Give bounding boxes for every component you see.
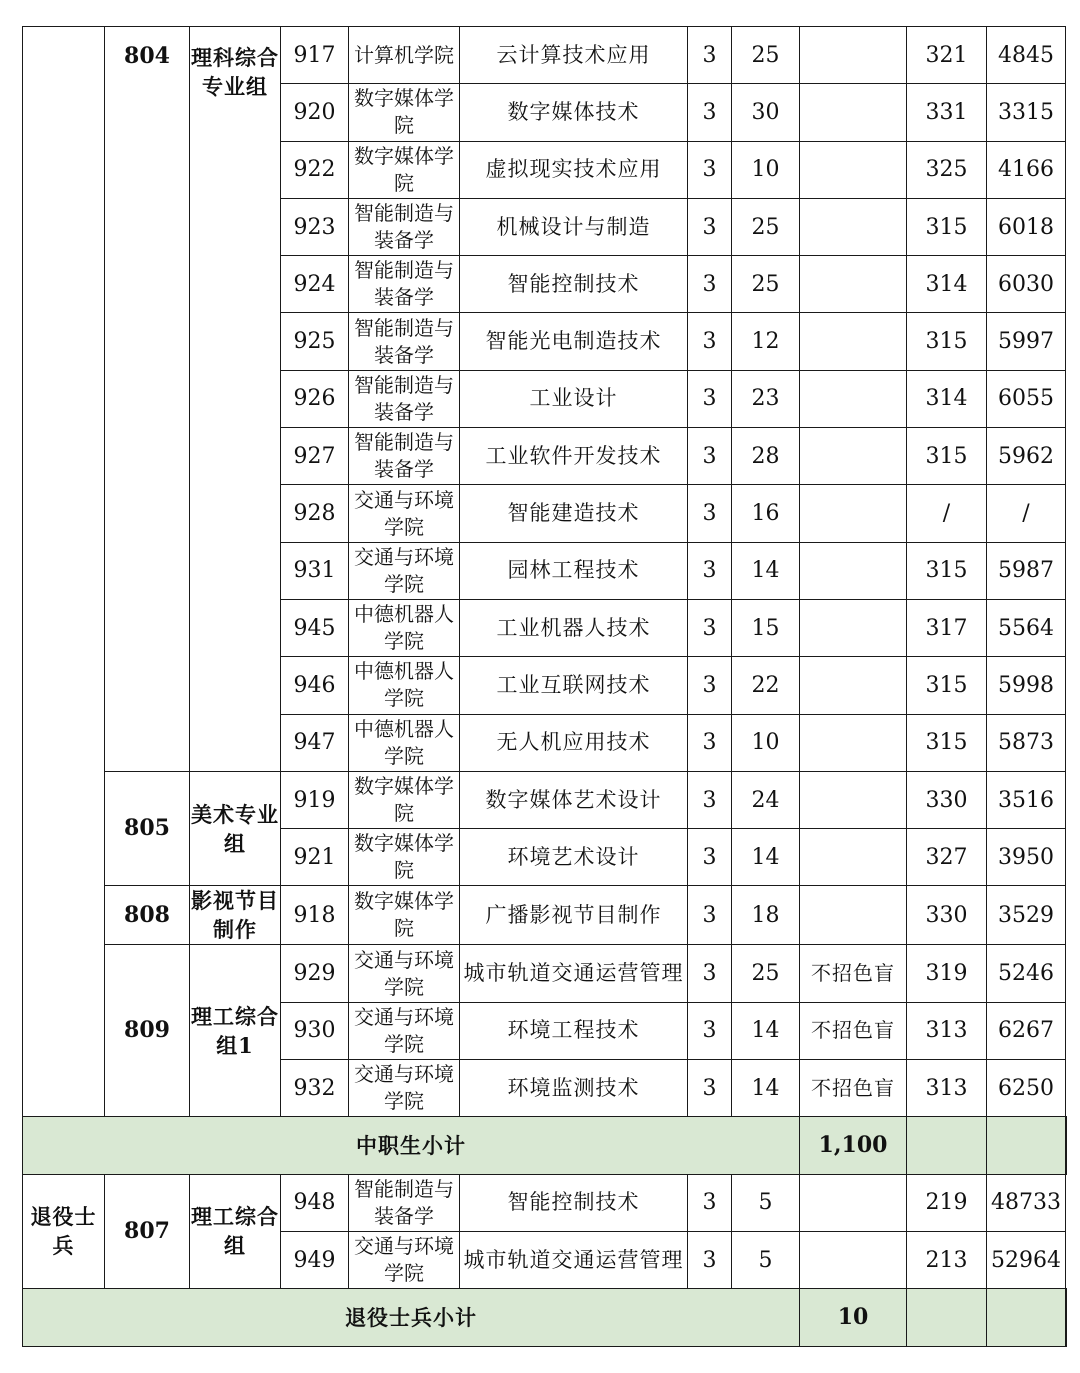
score-cell: 325 [907,141,987,198]
score-cell: 315 [907,714,987,771]
table-row [23,27,1067,84]
group-code-cell: 804 [105,27,190,772]
rank-cell: 6267 [987,1002,1066,1059]
score-cell: 327 [907,829,987,886]
major-code-cell: 925 [281,313,349,370]
major-code-cell: 926 [281,370,349,427]
plan-cell: 5 [732,1174,800,1231]
years-cell: 3 [688,84,732,141]
department-cell: 智能制造与装备学 [349,256,460,313]
rank-cell: 5987 [987,542,1066,599]
rank-cell: 5997 [987,313,1066,370]
major-code-cell: 923 [281,198,349,255]
years-cell: 3 [688,714,732,771]
years-cell: 3 [688,1174,732,1231]
score-cell: 330 [907,771,987,828]
major-code-cell: 948 [281,1174,349,1231]
major-code-cell: 921 [281,829,349,886]
plan-cell: 14 [732,1002,800,1059]
rank-cell: 3315 [987,84,1066,141]
plan-cell: 14 [732,1060,800,1117]
plan-cell: 22 [732,657,800,714]
score-cell: 319 [907,945,987,1002]
score-cell: 330 [907,886,987,945]
major-name-cell: 环境监测技术 [460,1060,688,1117]
department-cell: 交通与环境学院 [349,542,460,599]
major-code-cell: 949 [281,1231,349,1288]
note-cell: 不招色盲 [800,945,907,1002]
major-name-cell: 虚拟现实技术应用 [460,141,688,198]
major-code-cell: 930 [281,1002,349,1059]
table-row [23,886,1067,945]
plan-cell: 15 [732,599,800,656]
note-cell [800,198,907,255]
major-name-cell: 工业设计 [460,370,688,427]
group-name-cell: 美术专业组 [190,771,281,886]
department-cell: 交通与环境学院 [349,1002,460,1059]
years-cell: 3 [688,256,732,313]
note-cell [800,542,907,599]
plan-cell: 16 [732,485,800,542]
table-row [23,771,1067,828]
major-code-cell: 918 [281,886,349,945]
major-name-cell: 机械设计与制造 [460,198,688,255]
subtotal-empty-cell [907,1117,987,1174]
rank-cell: 52964 [987,1231,1066,1288]
note-cell [800,829,907,886]
years-cell: 3 [688,198,732,255]
plan-cell: 14 [732,542,800,599]
years-cell: 3 [688,141,732,198]
subtotal-empty-cell [987,1289,1066,1346]
plan-cell: 28 [732,428,800,485]
group-name-cell: 理工综合组 [190,1174,281,1289]
years-cell: 3 [688,829,732,886]
score-cell: 314 [907,370,987,427]
department-cell: 数字媒体学院 [349,886,460,945]
score-cell: 321 [907,27,987,84]
years-cell: 3 [688,945,732,1002]
score-cell: 213 [907,1231,987,1288]
group-code-cell: 807 [105,1174,190,1289]
note-cell [800,141,907,198]
major-code-cell: 919 [281,771,349,828]
score-cell: 315 [907,313,987,370]
major-name-cell: 无人机应用技术 [460,714,688,771]
score-cell: 313 [907,1002,987,1059]
score-cell: 315 [907,542,987,599]
major-name-cell: 数字媒体艺术设计 [460,771,688,828]
years-cell: 3 [688,771,732,828]
subtotal-empty-cell [907,1289,987,1346]
major-code-cell: 945 [281,599,349,656]
category-cell: 退役士兵 [23,1174,105,1289]
major-name-cell: 数字媒体技术 [460,84,688,141]
subtotal-empty-cell [1066,1117,1067,1174]
years-cell: 3 [688,27,732,84]
years-cell: 3 [688,542,732,599]
years-cell: 3 [688,1002,732,1059]
rank-cell: 6055 [987,370,1066,427]
department-cell: 数字媒体学院 [349,829,460,886]
department-cell: 数字媒体学院 [349,771,460,828]
rank-cell: 48733 [987,1174,1066,1231]
note-cell [800,256,907,313]
plan-cell: 24 [732,771,800,828]
major-code-cell: 917 [281,27,349,84]
score-cell: 317 [907,599,987,656]
group-code-cell: 809 [105,945,190,1117]
years-cell: 3 [688,370,732,427]
plan-cell: 10 [732,141,800,198]
subtotal-label: 中职生小计 [23,1117,800,1174]
major-code-cell: 947 [281,714,349,771]
major-name-cell: 工业互联网技术 [460,657,688,714]
department-cell: 智能制造与装备学 [349,370,460,427]
rank-cell: 5564 [987,599,1066,656]
note-cell [800,428,907,485]
years-cell: 3 [688,313,732,370]
rank-cell: / [987,485,1066,542]
major-name-cell: 智能建造技术 [460,485,688,542]
group-code-cell: 808 [105,886,190,945]
department-cell: 交通与环境学院 [349,1060,460,1117]
department-cell: 智能制造与装备学 [349,1174,460,1231]
rank-cell: 3950 [987,829,1066,886]
department-cell: 中德机器人学院 [349,599,460,656]
plan-cell: 25 [732,198,800,255]
major-name-cell: 环境艺术设计 [460,829,688,886]
department-cell: 计算机学院 [349,27,460,84]
years-cell: 3 [688,599,732,656]
note-cell [800,886,907,945]
major-code-cell: 924 [281,256,349,313]
group-name-cell: 理科综合专业组 [190,27,281,772]
group-name-cell: 理工综合组1 [190,945,281,1117]
subtotal-row [23,1289,1067,1346]
score-cell: 315 [907,198,987,255]
note-cell [800,370,907,427]
major-code-cell: 927 [281,428,349,485]
major-name-cell: 环境工程技术 [460,1002,688,1059]
major-code-cell: 928 [281,485,349,542]
major-name-cell: 工业软件开发技术 [460,428,688,485]
major-name-cell: 广播影视节目制作 [460,886,688,945]
department-cell: 数字媒体学院 [349,141,460,198]
major-code-cell: 922 [281,141,349,198]
category-cell [23,27,105,1117]
subtotal-row [23,1117,1067,1174]
major-code-cell: 931 [281,542,349,599]
subtotal-label: 退役士兵小计 [23,1289,800,1346]
department-cell: 智能制造与装备学 [349,428,460,485]
note-cell [800,599,907,656]
major-name-cell: 智能控制技术 [460,256,688,313]
score-cell: 313 [907,1060,987,1117]
note-cell [800,27,907,84]
major-name-cell: 城市轨道交通运营管理 [460,945,688,1002]
rank-cell: 6250 [987,1060,1066,1117]
plan-cell: 5 [732,1231,800,1288]
rank-cell: 5962 [987,428,1066,485]
years-cell: 3 [688,428,732,485]
table-row [23,945,1067,1002]
note-cell [800,771,907,828]
plan-cell: 18 [732,886,800,945]
note-cell: 不招色盲 [800,1060,907,1117]
years-cell: 3 [688,657,732,714]
note-cell [800,84,907,141]
plan-cell: 23 [732,370,800,427]
plan-cell: 10 [732,714,800,771]
table-row [23,1174,1067,1231]
rank-cell: 4166 [987,141,1066,198]
major-code-cell: 932 [281,1060,349,1117]
rank-cell: 3529 [987,886,1066,945]
score-cell: / [907,485,987,542]
rank-cell: 3516 [987,771,1066,828]
department-cell: 交通与环境学院 [349,485,460,542]
major-name-cell: 城市轨道交通运营管理 [460,1231,688,1288]
note-cell [800,657,907,714]
subtotal-value: 10 [800,1289,907,1346]
rank-cell: 5873 [987,714,1066,771]
plan-cell: 30 [732,84,800,141]
department-cell: 中德机器人学院 [349,657,460,714]
department-cell: 交通与环境学院 [349,945,460,1002]
department-cell: 中德机器人学院 [349,714,460,771]
note-cell [800,485,907,542]
rank-cell: 6030 [987,256,1066,313]
subtotal-empty-cell [1066,1289,1067,1346]
score-cell: 314 [907,256,987,313]
years-cell: 3 [688,1231,732,1288]
enrollment-table [22,26,1067,1347]
score-cell: 331 [907,84,987,141]
years-cell: 3 [688,886,732,945]
rank-cell: 5246 [987,945,1066,1002]
major-name-cell: 园林工程技术 [460,542,688,599]
note-cell [800,1174,907,1231]
rank-cell: 5998 [987,657,1066,714]
rank-cell: 4845 [987,27,1066,84]
subtotal-value: 1,100 [800,1117,907,1174]
major-name-cell: 智能光电制造技术 [460,313,688,370]
subtotal-empty-cell [987,1117,1066,1174]
department-cell: 智能制造与装备学 [349,198,460,255]
note-cell [800,313,907,370]
plan-cell: 25 [732,256,800,313]
major-name-cell: 云计算技术应用 [460,27,688,84]
score-cell: 219 [907,1174,987,1231]
score-cell: 315 [907,657,987,714]
department-cell: 交通与环境学院 [349,1231,460,1288]
years-cell: 3 [688,485,732,542]
note-cell [800,714,907,771]
plan-cell: 12 [732,313,800,370]
note-cell: 不招色盲 [800,1002,907,1059]
major-name-cell: 工业机器人技术 [460,599,688,656]
group-name-cell: 影视节目制作 [190,886,281,945]
plan-cell: 25 [732,27,800,84]
major-name-cell: 智能控制技术 [460,1174,688,1231]
major-code-cell: 929 [281,945,349,1002]
plan-cell: 25 [732,945,800,1002]
score-cell: 315 [907,428,987,485]
plan-cell: 14 [732,829,800,886]
department-cell: 智能制造与装备学 [349,313,460,370]
department-cell: 数字媒体学院 [349,84,460,141]
note-cell [800,1231,907,1288]
group-code-cell: 805 [105,771,190,886]
major-code-cell: 946 [281,657,349,714]
rank-cell: 6018 [987,198,1066,255]
major-code-cell: 920 [281,84,349,141]
years-cell: 3 [688,1060,732,1117]
